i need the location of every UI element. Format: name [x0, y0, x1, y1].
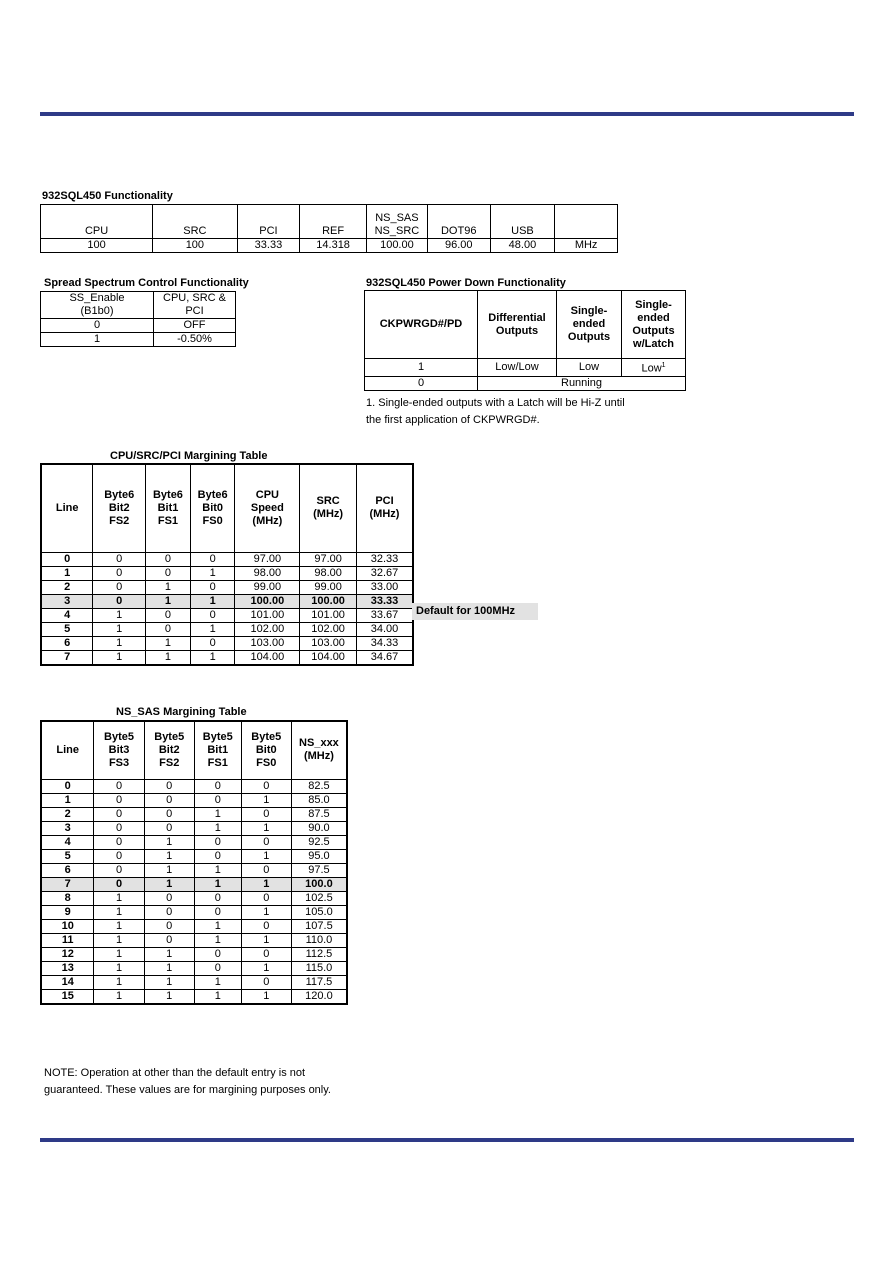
cpu-cell: 1	[146, 594, 191, 608]
cpu-header-cell	[41, 464, 93, 552]
func-value-row	[41, 239, 618, 253]
ss-header-enable	[41, 292, 154, 319]
ns-cell: 1	[94, 961, 144, 975]
func-table-title: 932SQL450 Functionality	[42, 190, 173, 202]
cpu-header-text: FS1	[157, 514, 179, 527]
cpu-cell: 1	[190, 650, 235, 665]
cpu-cell: 98.00	[235, 566, 300, 580]
ns-header-cell	[41, 721, 94, 779]
ns-header-text: FS0	[256, 756, 277, 769]
cpu-cell: 1	[93, 650, 146, 665]
ss-header-cpu	[154, 292, 236, 319]
ns-cell: 1	[94, 989, 144, 1004]
ns-cell: 1	[144, 835, 194, 849]
cpu-header-cell	[93, 464, 146, 552]
ns-cell: 0	[241, 835, 291, 849]
ns-row	[41, 863, 347, 877]
cpu-cell: 0	[93, 580, 146, 594]
cpu-cell: 0	[190, 608, 235, 622]
ns-cell: 1	[194, 933, 241, 947]
cpu-cell: 97.00	[300, 552, 357, 566]
ns-row	[41, 779, 347, 793]
cpu-cell: 0	[146, 608, 191, 622]
ns-cell: 1	[94, 891, 144, 905]
cpu-header-text: (MHz)	[369, 508, 400, 521]
cpu-cell: 0	[93, 594, 146, 608]
pd-footnote	[366, 395, 625, 429]
ns-row	[41, 793, 347, 807]
ns-cell: 0	[144, 891, 194, 905]
cpu-header-text: Line	[55, 501, 79, 514]
ns-table-title: NS_SAS Margining Table	[116, 706, 247, 718]
ss-header-row	[41, 292, 236, 319]
ns-cell: 1	[94, 919, 144, 933]
top-rule	[40, 112, 854, 116]
ns-cell: 0	[194, 835, 241, 849]
cpu-cell: 98.00	[300, 566, 357, 580]
cpu-cell: 1	[146, 580, 191, 594]
func-cell: 33.33	[237, 239, 300, 253]
ns-cell: 0	[144, 919, 194, 933]
cpu-header-text: FS2	[109, 514, 130, 527]
func-header-pci: PCI	[237, 205, 300, 239]
ns-line-cell: 1	[41, 793, 94, 807]
ns-cell: 87.5	[291, 807, 347, 821]
ns-line-cell: 4	[41, 835, 94, 849]
ns-cell: 0	[144, 821, 194, 835]
ss-row	[41, 333, 236, 347]
ns-line-cell: 11	[41, 933, 94, 947]
ns-row	[41, 807, 347, 821]
ns-cell: 0	[94, 793, 144, 807]
ns-cell: 1	[194, 919, 241, 933]
ns-cell: 0	[94, 821, 144, 835]
cpu-header-text: Byte6	[197, 488, 228, 501]
cpu-header-cell	[235, 464, 300, 552]
func-cell: MHz	[555, 239, 618, 253]
ns-cell: 102.5	[291, 891, 347, 905]
ns-cell: 1	[144, 947, 194, 961]
pd-header-se-latch: Single-ended Outputs w/Latch	[622, 291, 686, 359]
ns-cell: 1	[94, 947, 144, 961]
cpu-row	[41, 622, 413, 636]
cpu-cell: 0	[146, 566, 191, 580]
cpu-header-text: SRC	[316, 495, 340, 508]
cpu-table-title: CPU/SRC/PCI Margining Table	[110, 450, 268, 462]
ns-cell: 1	[241, 961, 291, 975]
cpu-row	[41, 566, 413, 580]
ns-row	[41, 989, 347, 1004]
ns-cell: 0	[241, 947, 291, 961]
ns-cell: 1	[194, 863, 241, 877]
ss-header-enable-2: (B1b0)	[80, 305, 114, 317]
cpu-header-text: Byte6	[104, 488, 135, 501]
cpu-cell: 101.00	[235, 608, 300, 622]
ss-header-cpu-2: PCI	[185, 305, 204, 317]
cpu-line-cell: 4	[41, 608, 93, 622]
ss-table	[40, 291, 236, 347]
ns-cell: 1	[241, 821, 291, 835]
pd-cell: 0	[365, 376, 478, 390]
ns-cell: 0	[94, 779, 144, 793]
cpu-cell: 99.00	[300, 580, 357, 594]
ns-row	[41, 891, 347, 905]
cpu-cell: 102.00	[235, 622, 300, 636]
ns-header-text: Byte5	[251, 730, 282, 743]
cpu-cell: 34.33	[356, 636, 413, 650]
ns-cell: 1	[194, 877, 241, 891]
ns-cell: 0	[94, 849, 144, 863]
cpu-header-text: Bit0	[202, 501, 224, 514]
func-header-dot96: DOT96	[427, 205, 490, 239]
func-header-row	[41, 205, 618, 239]
ns-cell: 1	[144, 989, 194, 1004]
cpu-line-cell: 3	[41, 594, 93, 608]
cpu-cell: 0	[190, 636, 235, 650]
pd-cell-latch-value: Low	[641, 362, 662, 375]
ns-cell: 0	[194, 947, 241, 961]
cpu-cell: 99.00	[235, 580, 300, 594]
ns-header-text: FS2	[159, 756, 180, 769]
ns-cell: 100.0	[291, 877, 347, 891]
ns-cell: 1	[94, 975, 144, 989]
ns-row	[41, 905, 347, 919]
ss-header-cpu-1: CPU, SRC &	[163, 292, 226, 304]
ss-table-title: Spread Spectrum Control Functionality	[44, 277, 249, 289]
func-cell: 100.00	[366, 239, 427, 253]
cpu-cell: 1	[190, 622, 235, 636]
ns-cell: 115.0	[291, 961, 347, 975]
ns-cell: 120.0	[291, 989, 347, 1004]
ns-cell: 112.5	[291, 947, 347, 961]
pd-table-title: 932SQL450 Power Down Functionality	[366, 277, 566, 289]
ns-cell: 0	[94, 863, 144, 877]
ns-line-cell: 14	[41, 975, 94, 989]
ns-cell: 1	[144, 877, 194, 891]
ns-row	[41, 933, 347, 947]
ns-cell: 0	[144, 807, 194, 821]
cpu-row	[41, 608, 413, 622]
cpu-cell: 103.00	[300, 636, 357, 650]
ns-row	[41, 849, 347, 863]
default-label: Default for 100MHz	[412, 603, 538, 620]
ss-cell: OFF	[154, 319, 236, 333]
ns-cell: 0	[241, 863, 291, 877]
cpu-cell: 103.00	[235, 636, 300, 650]
ns-cell: 1	[194, 807, 241, 821]
cpu-cell: 104.00	[235, 650, 300, 665]
ss-row	[41, 319, 236, 333]
ns-cell: 1	[241, 849, 291, 863]
ns-cell: 0	[241, 919, 291, 933]
cpu-header-cell	[190, 464, 235, 552]
ns-cell: 85.0	[291, 793, 347, 807]
pd-row	[365, 359, 686, 377]
ns-line-cell: 0	[41, 779, 94, 793]
ns-line-cell: 5	[41, 849, 94, 863]
ns-row	[41, 835, 347, 849]
ns-header-cell	[194, 721, 241, 779]
cpu-cell: 1	[146, 650, 191, 665]
ns-line-cell: 2	[41, 807, 94, 821]
cpu-header-text: Speed	[250, 501, 284, 514]
cpu-line-cell: 1	[41, 566, 93, 580]
ns-cell: 0	[241, 891, 291, 905]
footer-note-line-1: NOTE: Operation at other than the default entry is not	[44, 1067, 306, 1079]
ns-cell: 1	[94, 905, 144, 919]
cpu-line-cell: 2	[41, 580, 93, 594]
footer-note-line-2: guaranteed. These values are for margining purposes only.	[44, 1084, 331, 1096]
cpu-cell: 100.00	[300, 594, 357, 608]
ns-header-text: FS1	[207, 756, 228, 769]
ns-row	[41, 961, 347, 975]
ns-header-cell	[241, 721, 291, 779]
func-cell: 100	[153, 239, 237, 253]
func-cell: 14.318	[300, 239, 367, 253]
ss-cell: 0	[41, 319, 154, 333]
ns-line-cell: 10	[41, 919, 94, 933]
cpu-cell: 32.33	[356, 552, 413, 566]
cpu-cell: 101.00	[300, 608, 357, 622]
ns-cell: 1	[144, 961, 194, 975]
ns-header-text: Bit1	[207, 743, 229, 756]
ns-cell: 1	[241, 905, 291, 919]
cpu-cell: 0	[93, 552, 146, 566]
cpu-line-cell: 5	[41, 622, 93, 636]
cpu-row	[41, 636, 413, 650]
ns-cell: 97.5	[291, 863, 347, 877]
cpu-header-text: (MHz)	[313, 508, 344, 521]
ns-cell: 0	[194, 905, 241, 919]
cpu-row	[41, 552, 413, 566]
ns-cell: 0	[94, 807, 144, 821]
ss-cell: 1	[41, 333, 154, 347]
func-header-unit	[555, 205, 618, 239]
cpu-row	[41, 594, 413, 608]
ns-cell: 110.0	[291, 933, 347, 947]
ns-header-cell	[291, 721, 347, 779]
ns-row	[41, 975, 347, 989]
footer-note	[44, 1065, 331, 1099]
cpu-cell: 34.67	[356, 650, 413, 665]
ns-cell: 0	[194, 849, 241, 863]
cpu-line-cell: 0	[41, 552, 93, 566]
ns-cell: 0	[94, 835, 144, 849]
cpu-cell: 33.67	[356, 608, 413, 622]
ns-line-cell: 7	[41, 877, 94, 891]
cpu-cell: 33.00	[356, 580, 413, 594]
cpu-cell: 1	[190, 566, 235, 580]
pd-header-diff: Differential Outputs	[478, 291, 557, 359]
pd-header-se: Single-ended Outputs	[557, 291, 622, 359]
cpu-cell: 0	[190, 580, 235, 594]
ns-cell: 82.5	[291, 779, 347, 793]
cpu-line-cell: 7	[41, 650, 93, 665]
cpu-header-text: PCI	[375, 495, 394, 508]
ns-cell: 1	[241, 989, 291, 1004]
cpu-cell: 102.00	[300, 622, 357, 636]
ns-cell: 92.5	[291, 835, 347, 849]
cpu-header-text: FS0	[202, 514, 223, 527]
pd-footnote-line-1: 1. Single-ended outputs with a Latch will be Hi-Z until	[366, 397, 625, 409]
ns-header-text: FS3	[108, 756, 130, 769]
func-header-ref: REF	[300, 205, 367, 239]
pd-cell-running: Running	[478, 376, 686, 390]
cpu-header-cell	[146, 464, 191, 552]
pd-row	[365, 376, 686, 390]
ns-cell: 0	[194, 891, 241, 905]
ns-cell: 0	[94, 877, 144, 891]
ns-header-row	[41, 721, 347, 779]
cpu-header-text: CPU	[255, 488, 279, 501]
ns-cell: 0	[144, 779, 194, 793]
ns-cell: 0	[144, 793, 194, 807]
ns-header-text: Byte5	[202, 730, 233, 743]
ns-header-text: NS_xxx	[299, 737, 339, 750]
ss-cell: -0.50%	[154, 333, 236, 347]
ns-header-cell	[94, 721, 144, 779]
func-cell: 48.00	[490, 239, 555, 253]
cpu-cell: 0	[146, 552, 191, 566]
ns-header-text: Bit3	[108, 743, 130, 756]
ns-header-text: Byte5	[104, 730, 135, 743]
ns-cell: 90.0	[291, 821, 347, 835]
ns-table	[40, 720, 348, 1005]
func-table	[40, 204, 618, 253]
cpu-cell: 1	[93, 608, 146, 622]
cpu-cell: 33.33	[356, 594, 413, 608]
cpu-row	[41, 580, 413, 594]
func-header-src: SRC	[153, 205, 237, 239]
ns-cell: 1	[144, 849, 194, 863]
bottom-rule	[40, 1138, 854, 1142]
func-cell: 96.00	[427, 239, 490, 253]
pd-header-ckpwrgd: CKPWRGD#/PD	[365, 291, 478, 359]
ns-cell: 0	[144, 905, 194, 919]
ns-cell: 0	[194, 779, 241, 793]
cpu-header-cell	[356, 464, 413, 552]
ns-cell: 0	[241, 779, 291, 793]
ns-cell: 0	[194, 793, 241, 807]
ns-header-text: Byte5	[154, 730, 185, 743]
pd-cell: Low/Low	[478, 359, 557, 377]
cpu-row	[41, 650, 413, 665]
ns-cell: 95.0	[291, 849, 347, 863]
ns-cell: 1	[94, 933, 144, 947]
pd-footnote-line-2: the first application of CKPWRGD#.	[366, 414, 540, 426]
cpu-cell: 34.00	[356, 622, 413, 636]
ns-cell: 1	[194, 821, 241, 835]
ns-header-text: Line	[56, 743, 80, 756]
ns-cell: 1	[241, 877, 291, 891]
pd-cell-latch	[622, 359, 686, 377]
ns-cell: 0	[241, 807, 291, 821]
ns-cell: 117.5	[291, 975, 347, 989]
pd-footnote-ref: 1	[661, 362, 666, 369]
func-header-ns-sas: NS_SAS	[375, 212, 419, 224]
pd-table	[364, 290, 686, 391]
cpu-table	[40, 463, 414, 666]
func-cell: 100	[41, 239, 153, 253]
pd-cell: 1	[365, 359, 478, 377]
cpu-cell: 0	[146, 622, 191, 636]
ns-cell: 1	[144, 975, 194, 989]
cpu-cell: 97.00	[235, 552, 300, 566]
pd-cell: Low	[557, 359, 622, 377]
cpu-header-text: Bit1	[157, 501, 179, 514]
ns-header-text: Bit2	[158, 743, 180, 756]
cpu-cell: 1	[93, 622, 146, 636]
cpu-header-cell	[300, 464, 357, 552]
cpu-cell: 0	[190, 552, 235, 566]
ns-cell: 1	[194, 975, 241, 989]
ns-cell: 1	[144, 863, 194, 877]
cpu-cell: 1	[93, 636, 146, 650]
cpu-cell: 1	[146, 636, 191, 650]
ns-header-cell	[144, 721, 194, 779]
ns-line-cell: 12	[41, 947, 94, 961]
ns-line-cell: 15	[41, 989, 94, 1004]
cpu-cell: 0	[93, 566, 146, 580]
ns-line-cell: 8	[41, 891, 94, 905]
ns-cell: 0	[144, 933, 194, 947]
ns-cell: 107.5	[291, 919, 347, 933]
func-header-cpu: CPU	[41, 205, 153, 239]
ns-cell: 105.0	[291, 905, 347, 919]
ns-cell: 1	[241, 793, 291, 807]
cpu-cell: 100.00	[235, 594, 300, 608]
cpu-cell: 1	[190, 594, 235, 608]
ns-row	[41, 947, 347, 961]
ns-line-cell: 13	[41, 961, 94, 975]
ns-row	[41, 821, 347, 835]
cpu-cell: 104.00	[300, 650, 357, 665]
ss-header-enable-1: SS_Enable	[69, 292, 125, 304]
ns-cell: 0	[194, 961, 241, 975]
pd-header-row	[365, 291, 686, 359]
ns-line-cell: 9	[41, 905, 94, 919]
cpu-header-row	[41, 464, 413, 552]
func-header-ns-src: NS_SRC	[374, 225, 420, 237]
ns-row	[41, 877, 347, 891]
ns-line-cell: 6	[41, 863, 94, 877]
ns-cell: 0	[241, 975, 291, 989]
ns-row	[41, 919, 347, 933]
cpu-line-cell: 6	[41, 636, 93, 650]
ns-header-text: (MHz)	[303, 750, 334, 763]
ns-cell: 1	[194, 989, 241, 1004]
cpu-header-text: Bit2	[108, 501, 130, 514]
cpu-header-text: (MHz)	[252, 514, 283, 527]
ns-cell: 1	[241, 933, 291, 947]
cpu-header-text: Byte6	[152, 488, 183, 501]
ns-header-text: Bit0	[255, 743, 277, 756]
cpu-cell: 32.67	[356, 566, 413, 580]
func-header-ns	[366, 205, 427, 239]
func-header-usb: USB	[490, 205, 555, 239]
ns-line-cell: 3	[41, 821, 94, 835]
